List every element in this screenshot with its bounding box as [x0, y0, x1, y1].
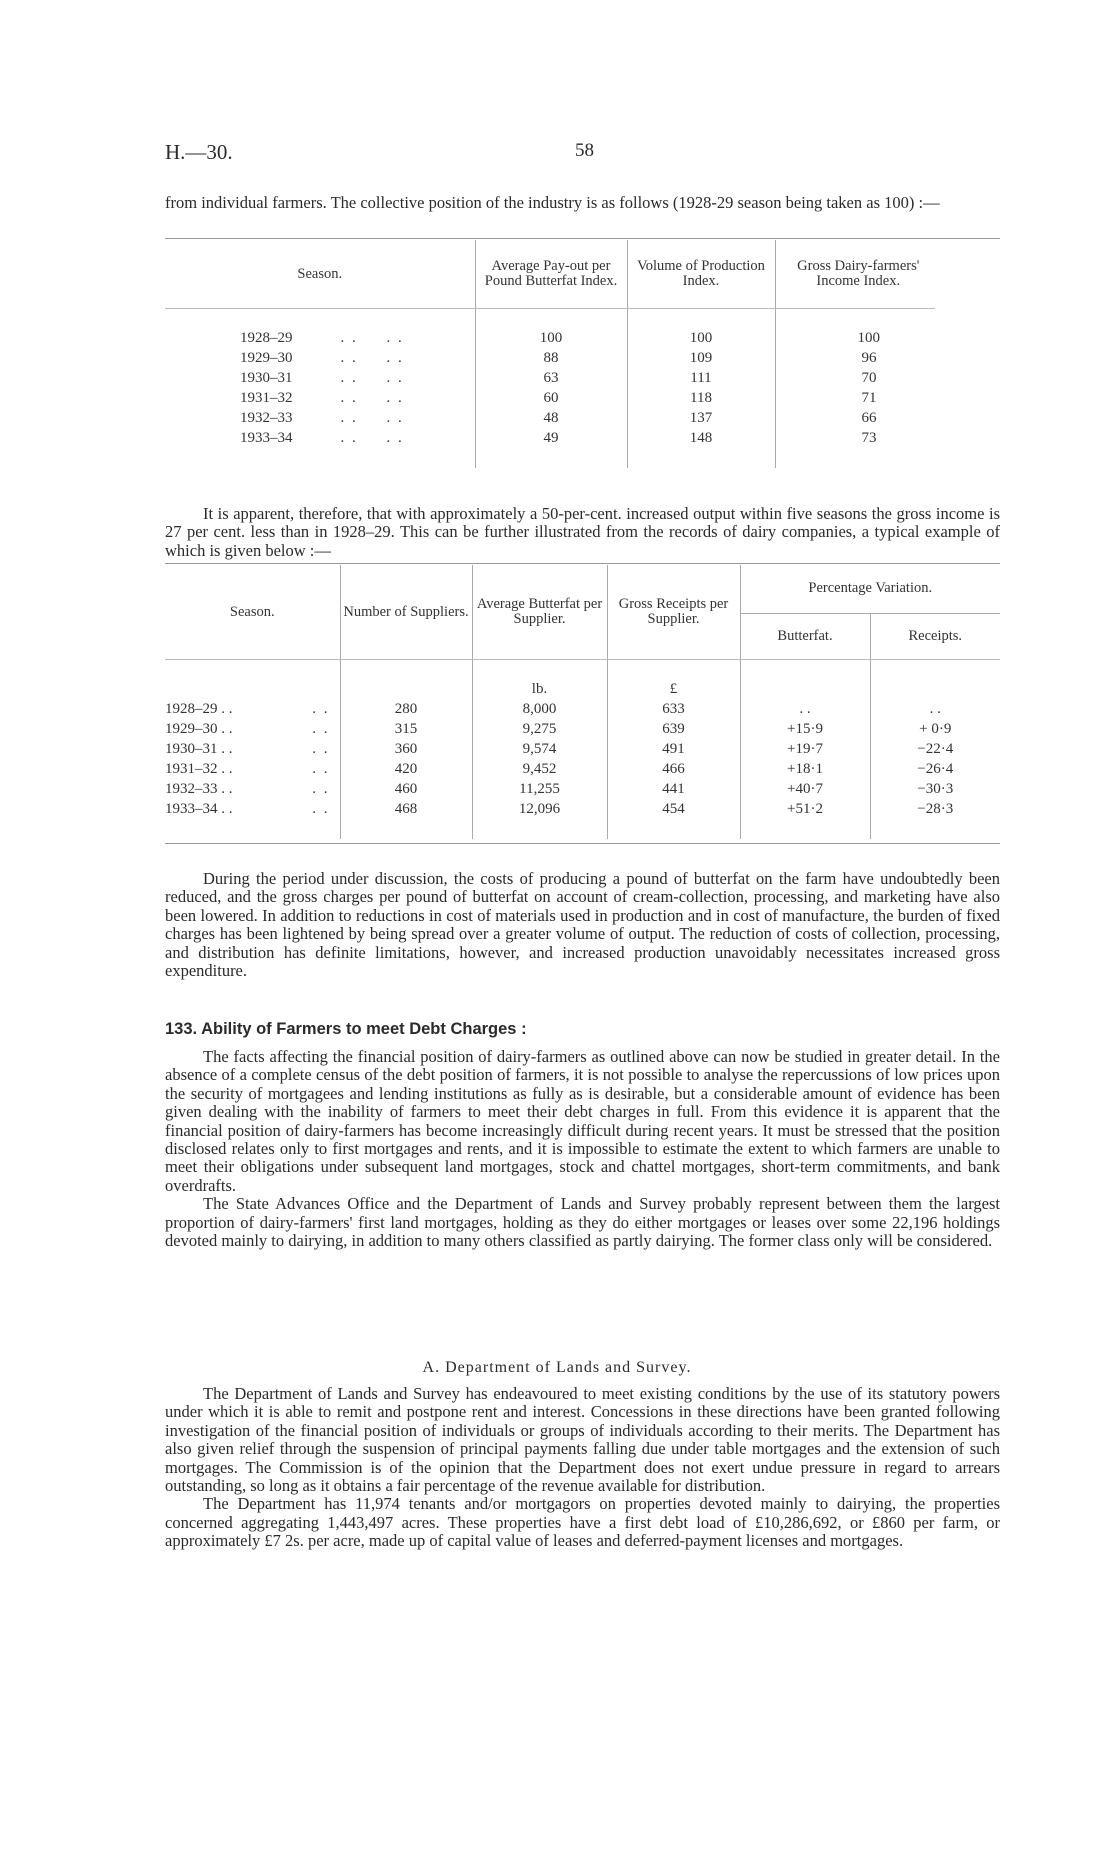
subsection-a-heading: A. Department of Lands and Survey.	[422, 1359, 692, 1376]
table-row: 1931–32 . . . . 420 9,452 466 +18·1 −26·4	[165, 759, 1000, 779]
page-number: 58	[575, 140, 594, 161]
table-row: 1932–33 . . . . 48 137 66	[165, 408, 1000, 428]
table-row: 1928–29 . . . . 100 100 100	[165, 328, 1000, 348]
units-row: lb. £	[165, 679, 1000, 699]
table-row: 1929–30 . . . . 315 9,275 639 +15·9 + 0·9	[165, 719, 1000, 739]
paragraph-2: It is apparent, therefore, that with approximately a 50-per-cent. increased output within five seasons the gross income is 27 per cent. less than in 1928–29. This can be further illustrated from the records of dairy companies, a typical example of which is given below :—	[165, 504, 1000, 560]
table-row: 1931–32 . . . . 60 118 71	[165, 388, 1000, 408]
col-percentage-variation: Percentage Variation.	[740, 565, 1000, 613]
section-133-heading: 133. Ability of Farmers to meet Debt Charges :	[165, 1020, 527, 1038]
col-var-receipts: Receipts.	[870, 613, 1000, 659]
subsection-a-body: The Department of Lands and Survey has endeavoured to meet existing conditions by the use of its statutory powers under which it is able to remit and postpone rent and interest. Concessions in these directions have been granted following investigation of the financial position of individuals or groups of individuals according to their merits. The Department has also given relief through the suspension of principal payments falling due under table mortgages and the extension of such mortgages. The Commission is of the opinion that the Department does not exert undue pressure in regard to arrears outstanding, so long as it obtains a fair percentage of the revenue available for distribution. The Department has 11,974 tenants and/or mortgagors on properties devoted mainly to dairying, the properties concerned aggregating 1,443,497 acres. These properties have a first debt load of £10,286,692, or £860 per farm, or approximately £7 2s. per acre, made up of capital value of leases and deferred-payment licenses and mortgages.	[165, 1384, 1000, 1551]
table-row: 1930–31 . . . . 360 9,574 491 +19·7 −22·4	[165, 739, 1000, 759]
col-payout-index: Average Pay-out per Pound Butterfat Index.	[475, 240, 627, 308]
table2-bottom-rule	[165, 843, 1000, 844]
intro-paragraph: from individual farmers. The collective position of the industry is as follows (1928-29 season being taken as 100) :—	[165, 193, 940, 212]
dairy-company-table	[165, 565, 1000, 839]
table-row: 1933–34 . . . . 468 12,096 454 +51·2 −28·3	[165, 799, 1000, 819]
paragraph-3: During the period under discussion, the costs of producing a pound of butterfat on the farm have undoubtedly been reduced, and the gross charges per pound of butterfat on account of cream-collection, processing, and marketing have also been lowered. In addition to reductions in cost of materials used in production and in cost of manufacture, the burden of fixed charges has been lightened by being spread over a greater volume of output. The reduction of costs of collection, processing, and distribution has definite limitations, however, and increased production unavoidably necessitates increased gross expenditure.	[165, 869, 1000, 981]
table1-header-rule	[165, 308, 935, 309]
col-season: Season.	[297, 265, 343, 282]
col-avg-butterfat: Average Butterfat per Supplier.	[472, 565, 607, 659]
section-133-body: The facts affecting the financial position of dairy-farmers as outlined above can now be studied in greater detail. In the absence of a complete census of the debt position of farmers, it is not possible to analyse the repercussions of low prices upon the security of mortgagees and lending institutions as fully as is desirable, but a considerable amount of evidence has been given dealing with the inability of farmers to meet their debt charges in full. From this evidence it is apparent that the financial position of dairy-farmers has become increasingly difficult during recent years. It must be stressed that the position disclosed relates only to first mortgages and rents, and it is impossible to estimate the extent to which farmers are unable to meet their obligations under subsequent land mortgages, stock and chattel mortgages, short-term commitments, and bank overdrafts. The State Advances Office and the Department of Lands and Survey probably represent between them the largest proportion of dairy-farmers' first land mortgages, holding as they do either mortgages or leases over some 22,196 holdings devoted mainly to dairying, in addition to many others classified as partly dairying. The former class only will be considered.	[165, 1047, 1000, 1251]
col-volume-index: Volume of Production Index.	[627, 240, 775, 308]
col-income-index: Gross Dairy-farmers' Income Index.	[775, 240, 1000, 308]
table-row: 1928–29 . . . . 280 8,000 633 . . . .	[165, 699, 1000, 719]
document-reference: H.—30.	[165, 140, 233, 164]
table1-top-rule	[165, 238, 1000, 239]
table-row: 1933–34 . . . . 49 148 73	[165, 428, 1000, 448]
table2-top-rule	[165, 563, 1000, 564]
table-row: 1929–30 . . . . 88 109 96	[165, 348, 1000, 368]
index-table	[165, 240, 1000, 468]
col-var-butterfat: Butterfat.	[740, 613, 870, 659]
col-season: Season.	[229, 603, 275, 620]
table2-header-rule	[165, 659, 1000, 660]
col-gross-receipts: Gross Receipts per Supplier.	[607, 565, 740, 659]
table-row: 1932–33 . . . . 460 11,255 441 +40·7 −30·3	[165, 779, 1000, 799]
col-suppliers: Number of Suppliers.	[340, 565, 472, 659]
table-row: 1930–31 . . . . 63 111 70	[165, 368, 1000, 388]
